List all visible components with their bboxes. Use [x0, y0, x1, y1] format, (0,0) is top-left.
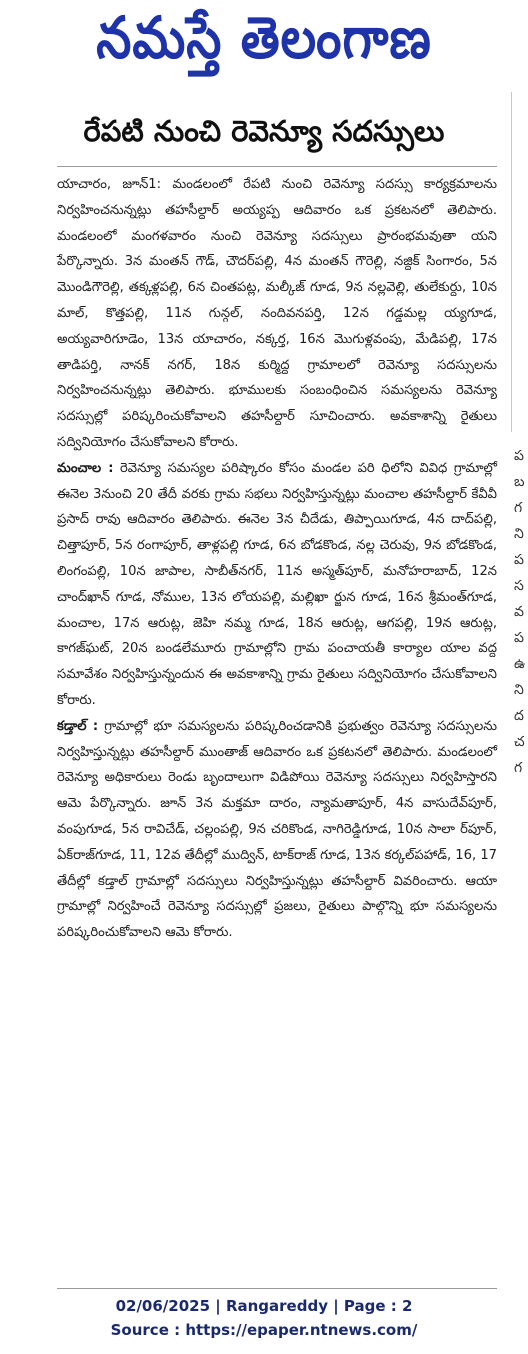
side-fragment: గ [514, 500, 523, 516]
side-fragment: ని [514, 682, 524, 698]
adjacent-column-fragment [514, 0, 528, 1290]
footer-divider [57, 1288, 497, 1289]
side-fragment: బ [514, 474, 525, 490]
side-fragment: ని [514, 526, 524, 542]
headline-divider [57, 166, 497, 167]
side-fragment: ఉ [514, 656, 526, 672]
masthead [0, 0, 528, 90]
paragraph-text: రెవెన్యూ సమస్యల పరిష్కారం కోసం మండల పరి ధిలోని వివిధ గ్రామాల్లో ఈనెల 3నుంచి 20 తేదీ వరకు గ్రామ సభలు నిర్వహిస్తున్నట్లు మంచాల తహసీల్దార్ కేవీవీ ప్రసాద్ రావు ఆదివారం తెలిపారు. ఈనెల 3న చీదేడు, తిప్పాయిగూడ, 4న దాద్‌పల్లి, చిత్తాపూర్, 5న రంగాపూర్, తాళ్లపల్లి గూడ, 6న బోడకొండ, నల్ల చెరువు, 9న బోడకొండ, లింగంపల్లి, 10న జాపాల, సాబీత్‌నగర్, 11న అస్మత్‌పూర్, మనోహరాబాద్, 12న చాంద్‌ఖాన్ గూడ, నోముల, 13న లోయపల్లి, మల్లిఖా ర్జున గూడ, 16న శ్రీమంత్‌గూడ, మంచాల, 17న ఆరుట్ల, జెహి నమ్మ గూడ, 18న ఆరుట్ల, ఆగపల్లి, 19న ఆరుట్ల, కాగజ్‌ఘట్, 20న బండలేమూరు గ్రామాల్లోని గ్రామ పంచాయతీ కార్యాల యాల వద్ద సమావేశం నిర్వహిస్తున్నందున ఈ అవకాశాన్ని గ్రామ రైతులు సద్వినియోగం చేసుకోవాలని కోరారు. [57, 460, 498, 708]
footer-source: Source : https://epaper.ntnews.com/ [110, 1321, 418, 1339]
paragraph-tag: కడ్తాల్ : [57, 718, 99, 734]
side-fragment: చ [514, 734, 525, 750]
side-fragment: ద [514, 708, 524, 724]
paragraph-text: గ్రామాల్లో భూ సమస్యలను పరిష్కరించడానికి ప్రభుత్వం రెవెన్యూ సదస్సులను నిర్వహిస్తున్నట్లు తహసీల్దార్ ముంతాజ్ ఆదివారం ఒక ప్రకటనలో తెలిపారు. మండలంలో రెవెన్యూ అధికారులు రెండు బృందాలుగా విడిపోయి రెవెన్యూ సదస్సులు నిర్వహిస్తారని ఆమె పేర్కొన్నారు. జూన్ 3న మక్తమా దారం, న్యామతాపూర్, 4న వాసుదేవ్‌పూర్, వంపుగూడ, 5న రావిచేడ్, చల్లంపల్లి, 9న చరికొండ, నాగిరెడ్డిగూడ, 10న సాలా ర్‌పూర్, ఏక్‌రాజ్‌గూడ, 11, 12వ తేదీల్లో ముద్విన్, టాక్‌రాజ్ గూడ, 13న కర్కల్‌పహాడ్, 16, 17 తేదీల్లో కడ్తాల్ గ్రామాల్లో సదస్సులు నిర్వహిస్తున్నట్లు తహసీల్దార్ వివరించారు. ఆయా గ్రామాల్లో నిర్వహించే రెవెన్యూ సదస్సుల్లో ప్రజలు, రైతులు పాల్గొన్ని భూ సమస్యలను పరిష్కరించుకోవాలని ఆమె కోరారు. [57, 718, 497, 941]
paragraph-tag: మంచాల : [57, 460, 114, 476]
side-fragment: గ [514, 760, 523, 776]
article-headline: రేపటి నుంచి రెవెన్యూ సదస్సులు [83, 114, 445, 148]
article-paragraph [57, 714, 497, 946]
article-paragraph [57, 456, 497, 714]
side-fragment: స [514, 578, 524, 594]
masthead-title: నమస్తే తెలంగాణ [96, 4, 432, 71]
side-fragment: ప [514, 448, 524, 464]
article-body [57, 172, 497, 946]
paragraph-text: యాచారం, జూన్1: మండలంలో రేపటి నుంచి రెవెన్యూ సదస్సు కార్యక్రమాలను నిర్వహించనున్నట్లు తహసీల్దార్ అయ్యప్ప ఆదివారం ఒక ప్రకటనలో తెలిపారు. మండలంలో మంగళవారం నుంచి రెవెన్యూ సదస్సులు ప్రారంభమవుతా యని పేర్కొన్నారు. 3న మంతన్ గౌడ్, చౌదర్‌పల్లి, 4న మంతన్ గౌరెల్లి, నజ్దిక్ సింగారం, 5న మొండిగౌరెల్లి, తక్కళ్లపల్లి, 6న చింతపట్ల, మల్కీజ్ గూడ, 9న నల్లవెల్లి, తులేకుర్దు, 10న మాల్, కొత్తపల్లి, 11న గున్గల్, నందివనపర్తి, 12న గడ్డమల్ల య్యగూడ, అయ్యవారిగూడెం, 13న యాచారం, నక్కర్త, 16న మొగుళ్లవంపు, మేడిపల్లి, 17న తాడిపర్తి, నానక్ నగర్, 18న కుర్మిద్ద గ్రామాలలో రెవెన్యూ సదస్సులను నిర్వహించనున్నట్లు తెలిపారు. భూములకు సంబంధించిన సమస్యలను రెవెన్యూ సదస్సుల్లో పరిష్కరించుకోవాలని తహసీల్దార్ సూచించారు. అవకాశాన్ని రైతులు సద్వినియోగం చేసుకోవాలని కోరారు. [57, 177, 497, 450]
side-fragment: వ [514, 604, 524, 620]
side-fragment: ప [514, 552, 524, 568]
article-paragraph [57, 172, 497, 456]
side-fragment: ప [514, 630, 524, 646]
footer-date-edition: 02/06/2025 | Rangareddy | Page : 2 [115, 1297, 413, 1315]
